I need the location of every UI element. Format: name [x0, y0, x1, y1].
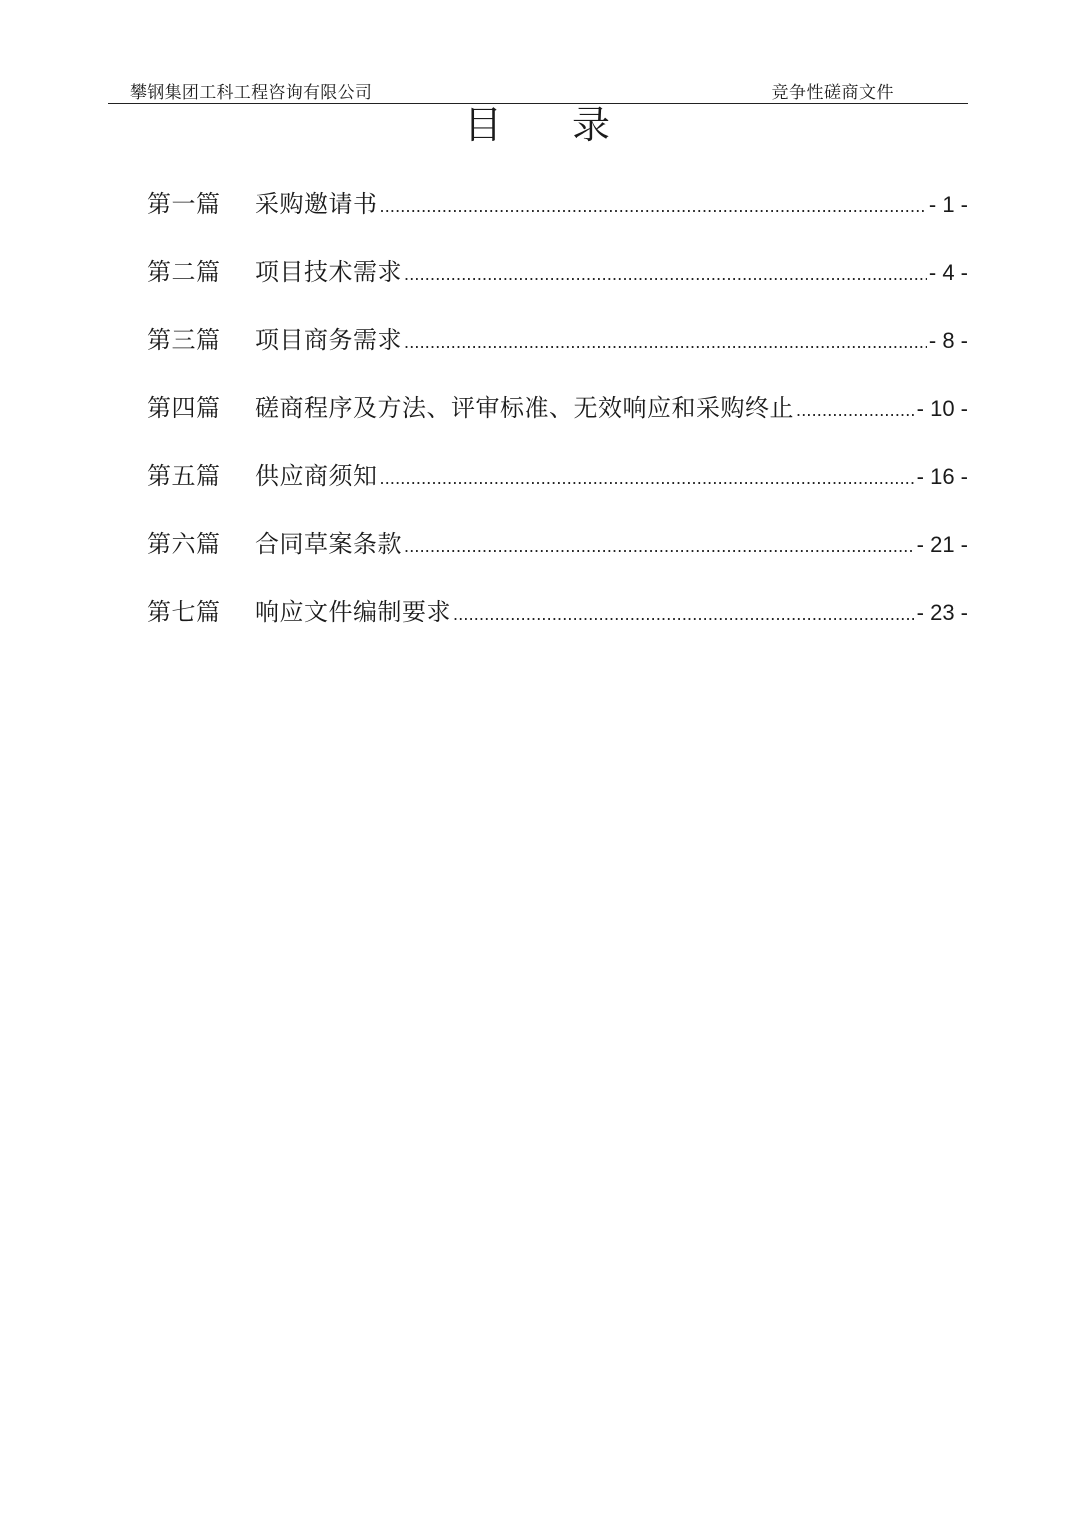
- toc-entry-chapter: 第三篇: [147, 326, 221, 354]
- toc-entry-title: 响应文件编制要求: [255, 598, 451, 626]
- toc-entry-page: - 23 -: [916, 600, 968, 625]
- toc-dot-leader: [796, 386, 915, 434]
- toc-entry-title: 项目商务需求: [255, 326, 402, 354]
- toc-entry[interactable]: [147, 452, 968, 520]
- toc-dot-leader: [404, 522, 915, 570]
- toc-entry-page: - 1 -: [928, 192, 968, 217]
- toc-entry-page: - 21 -: [916, 532, 968, 557]
- toc-entry-chapter: 第六篇: [147, 530, 221, 558]
- toc-entry-page: - 4 -: [928, 260, 968, 285]
- toc-dot-leader: [404, 318, 927, 366]
- toc-title: 目录: [463, 103, 680, 147]
- toc-entry-title: 采购邀请书: [255, 190, 378, 218]
- toc-dot-leader: [380, 182, 927, 230]
- toc-entry-chapter: 第一篇: [147, 190, 221, 218]
- toc-entry-chapter: 第五篇: [147, 462, 221, 490]
- toc-entry[interactable]: [147, 248, 968, 316]
- toc-entry-title: 合同草案条款: [255, 530, 402, 558]
- toc-entry-page: - 10 -: [916, 396, 968, 421]
- toc-dot-leader: [380, 454, 915, 502]
- toc-entry[interactable]: [147, 180, 968, 248]
- toc-dot-leader: [404, 250, 927, 298]
- toc-entry[interactable]: [147, 588, 968, 656]
- toc-entry-title: 供应商须知: [255, 462, 378, 490]
- header-company-name: 攀钢集团工科工程咨询有限公司: [130, 83, 373, 103]
- toc-entry[interactable]: [147, 520, 968, 588]
- toc-entry-title: 磋商程序及方法、评审标准、无效响应和采购终止: [255, 394, 794, 422]
- toc-dot-leader: [453, 590, 915, 638]
- toc-entry-chapter: 第二篇: [147, 258, 221, 286]
- toc-entry[interactable]: [147, 384, 968, 452]
- toc-entry-page: - 8 -: [928, 328, 968, 353]
- toc-entry-chapter: 第七篇: [147, 598, 221, 626]
- header-document-type: 竞争性磋商文件: [771, 83, 894, 103]
- toc-entry-chapter: 第四篇: [147, 394, 221, 422]
- toc-list: [147, 180, 968, 656]
- toc-entry[interactable]: [147, 316, 968, 384]
- toc-entry-page: - 16 -: [916, 464, 968, 489]
- toc-entry-title: 项目技术需求: [255, 258, 402, 286]
